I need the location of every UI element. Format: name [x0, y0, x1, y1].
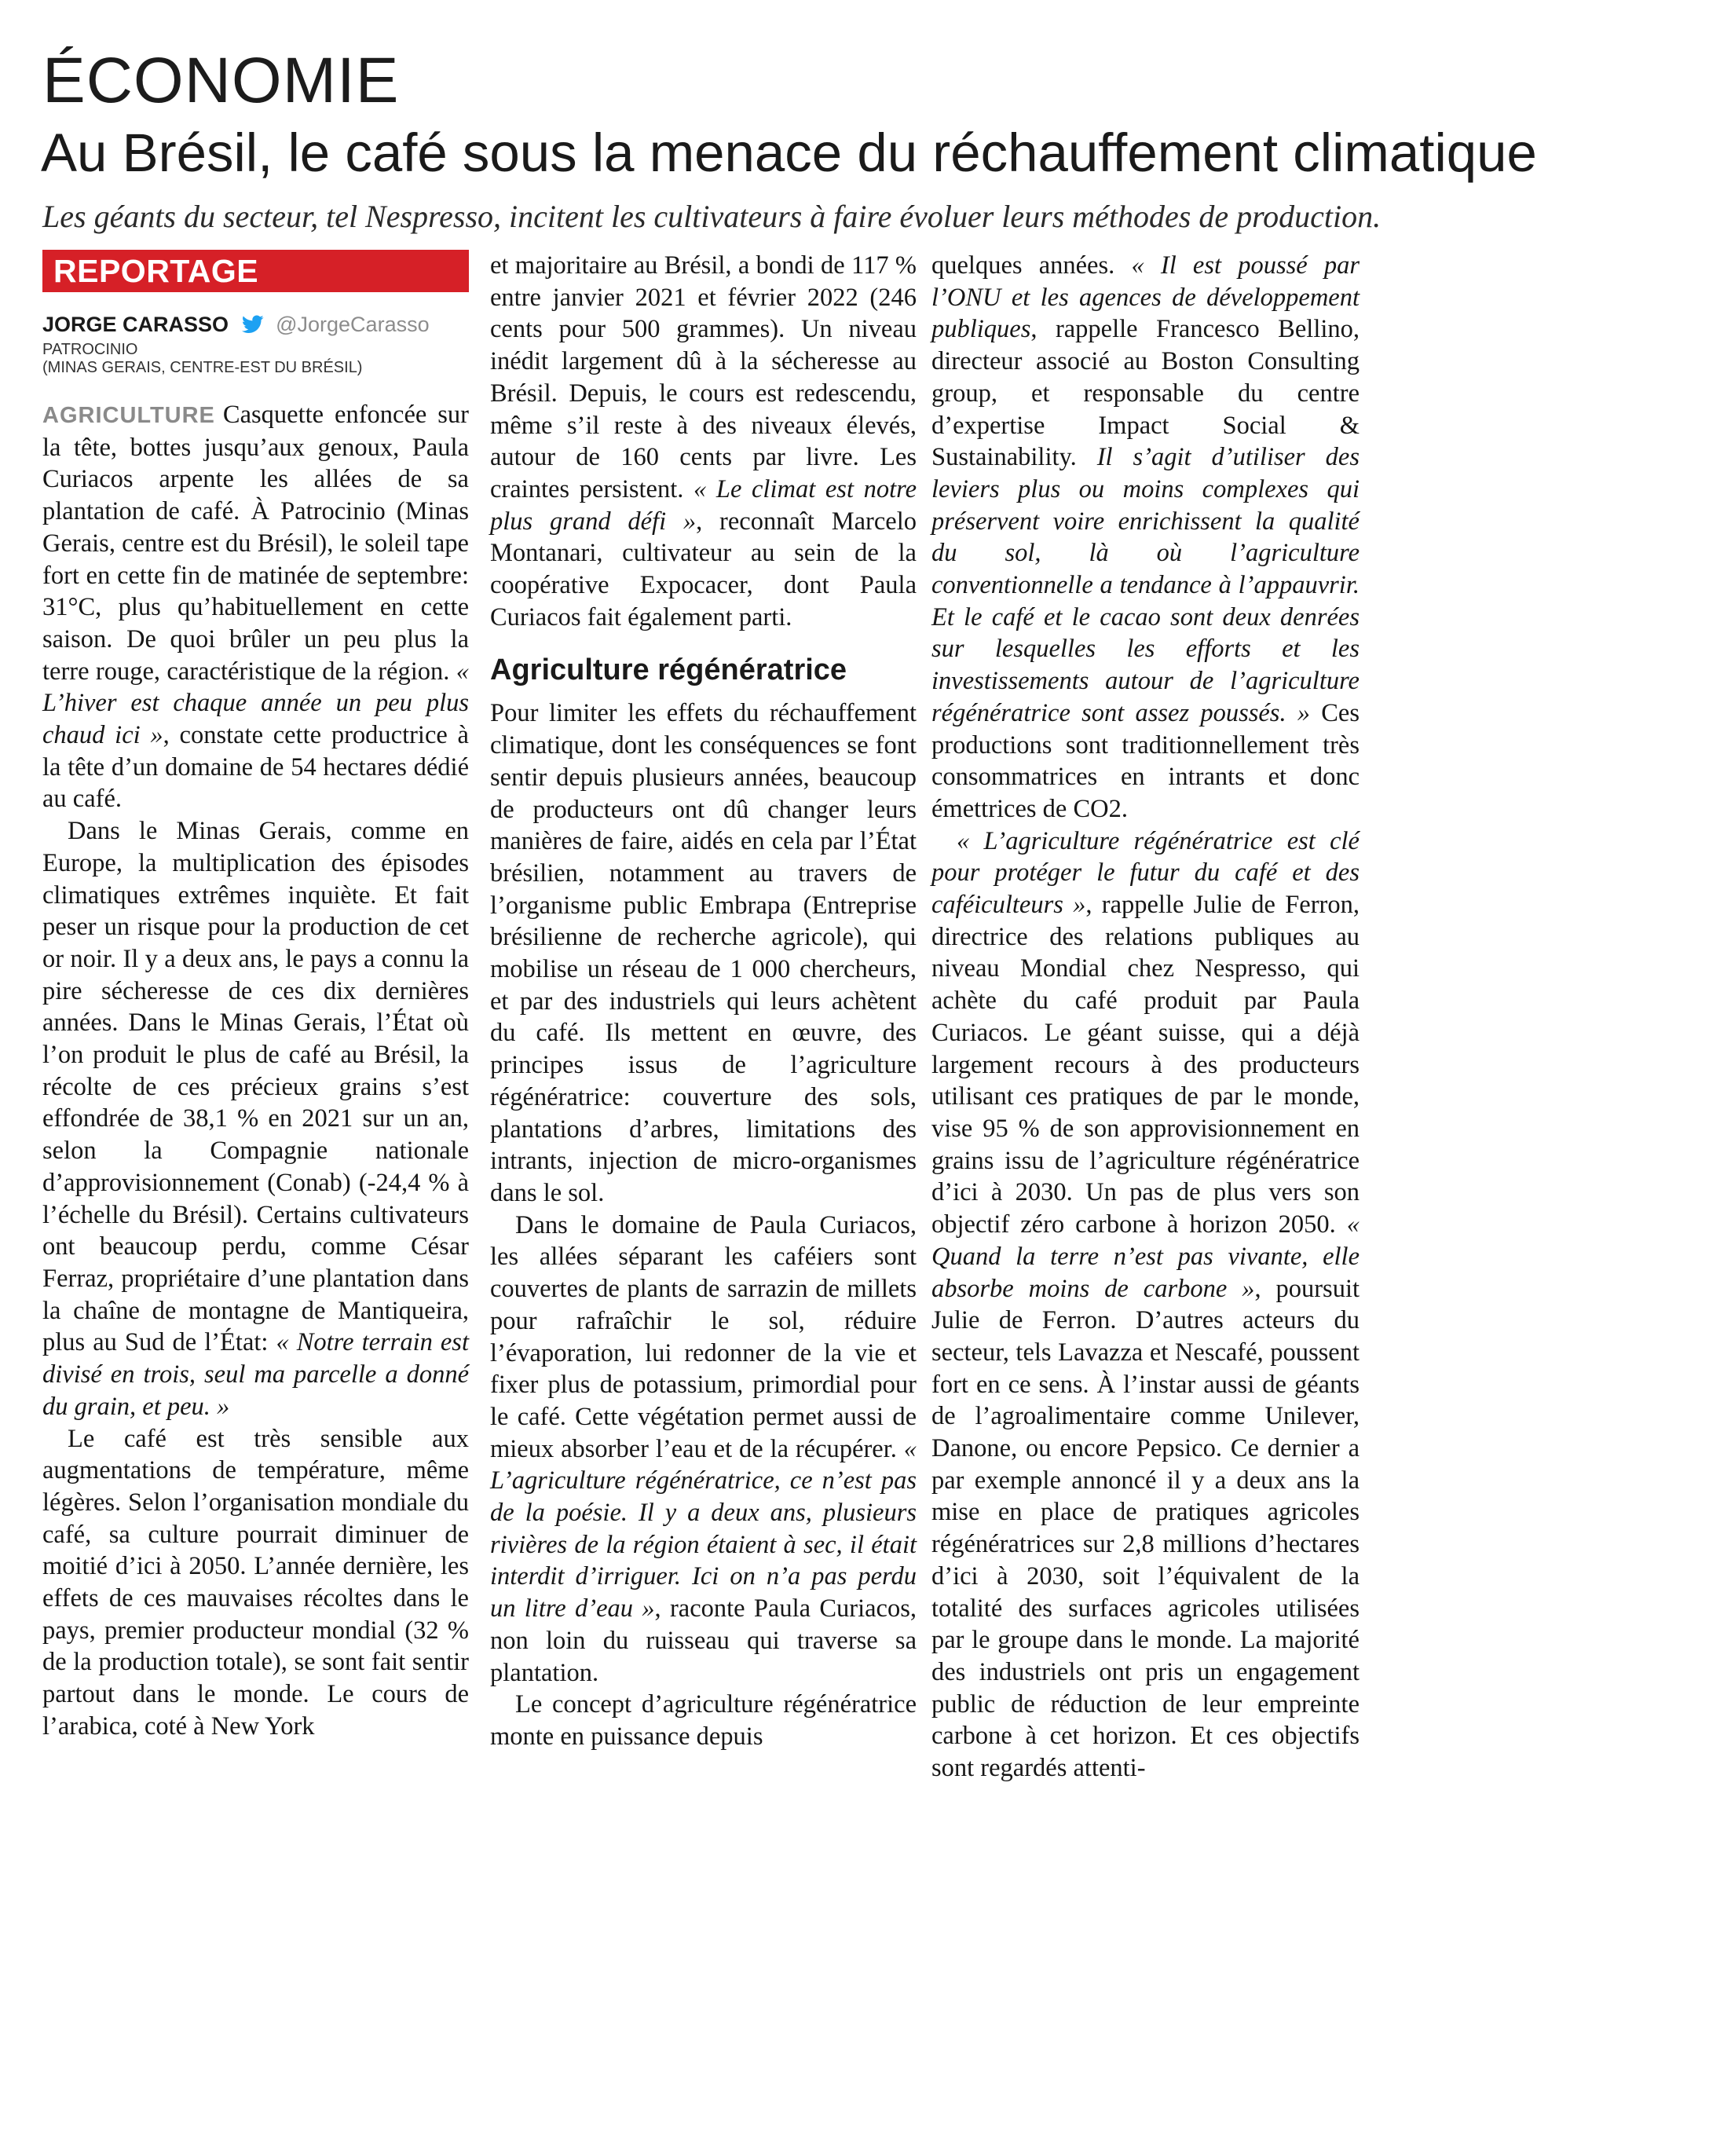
dateline-city: PATROCINIO: [42, 341, 138, 358]
quote: « Il est poussé par l’ONU et les agences de développement publiques: [931, 251, 1360, 344]
paragraph-text: et majoritaire au Brésil, a bondi de 117 % entre janvier 2021 et février 2022 (246 cents pour 500 grammes). Un niveau inédit largement dû à la sécheresse au Brésil. Depuis, le cours est redescendu, même s’il reste à des niveaux élevés, autour de 160 cents par livre. Les craintes persistent.: [490, 251, 917, 503]
author-name: JORGE CARASSO: [42, 313, 229, 336]
quote: Il s’agit d’utiliser des leviers plus ou moins complexes qui préservent voire enrichissent la qualité du sol, là où l’agriculture conventionnelle a tendance à l’appauvrir. Et le café et le cacao sont deux denrées sur lesquelles les efforts et les investissements autour de l’agriculture régénératrice sont assez poussés. »: [931, 443, 1360, 727]
paragraph: [490, 250, 917, 633]
standfirst: Les géants du secteur, tel Nespresso, incitent les cultivateurs à faire évoluer leurs méthodes de production.: [42, 199, 1381, 234]
paragraph-text: Casquette enfoncée sur la tête, bottes jusqu’aux genoux, Paula Curiacos arpente les allées de sa plantation de café. À Patrocinio (Minas Gerais, centre est du Brésil), le soleil tape fort en cette fin de matinée de septembre: 31°C, plus qu’habituellement en cette saison. De quoi brûler un peu plus la terre rouge, caractéristique de la région.: [42, 401, 469, 686]
byline: [42, 309, 469, 338]
paragraph: [42, 399, 469, 815]
quote: « Notre terrain est divisé en trois, seul ma parcelle a donné du grain, et peu. »: [42, 1328, 469, 1421]
paragraph: Le café est très sensible aux augmentations de température, même légères. Selon l’organisation mondiale du café, sa culture pourrait diminuer de moitié d’ici à 2050. L’année dernière, les effets de ces mauvaises récoltes dans le pays, premier producteur mondial (32 % de la production totale), se sont fait sentir partout dans le monde. Le cours de l’arabica, coté à New York: [42, 1424, 469, 1741]
paragraph: Le concept d’agriculture régénératrice monte en puissance depuis: [490, 1690, 917, 1751]
headline: Au Brésil, le café sous la menace du réchauffement climatique: [41, 123, 1537, 183]
paragraph: [931, 250, 1360, 825]
paragraph-text: , poursuit Julie de Ferron. D’autres acteurs du secteur, tels Lavazza et Nescafé, poussent fort en ce sens. À l’instar aussi de géants de l’agroalimentaire comme Unilever, Danone, ou encore Pepsico. Ce dernier a par exemple annoncé il y a deux ans la mise en place de pratiques agricoles régénératrices sur 2,8 millions d’hectares d’ici à 2030, soit l’équivalent de la totalité des surfaces agricoles utilisées par le groupe dans le monde. La majorité des industriels ont pris un engagement public de réduction de leur empreinte carbone à cet horizon. Et ces objectifs sont regardés attenti-: [931, 1274, 1360, 1783]
paragraph-text: Dans le Minas Gerais, comme en Europe, la multiplication des épisodes climatiques extrêmes inquiète. Et fait peser un risque pour la production de cet or noir. Il y a deux ans, le pays a connu la pire sécheresse de ces dix dernières années. Dans le Minas Gerais, l’État où l’on produit le plus de café au Brésil, la récolte de ces précieux grains s’est effondrée de 38,1 % en 2021 sur un an, selon la Compagnie nationale d’approvisionnement (Conab) (-24,4 % à l’échelle du Brésil). Certains cultivateurs ont beaucoup perdu, comme César Ferraz, propriétaire d’une plantation dans la chaîne de montagne de Mantiqueira, plus au Sud de l’État:: [42, 817, 469, 1357]
quote: « Quand la terre n’est pas vivante, elle absorbe moins de carbone »: [931, 1210, 1360, 1303]
quote: « L’agriculture régénératrice est clé pour protéger le futur du café et des caféiculteurs »: [931, 826, 1360, 920]
quote: « Le climat est notre plus grand défi »: [490, 474, 917, 536]
reportage-kicker: REPORTAGE: [42, 250, 469, 292]
paragraph-text: , rappelle Francesco Bellino, directeur associé au Boston Consulting group, et responsable du centre d’expertise Impact Social & Sustainability.: [931, 315, 1360, 472]
paragraph: [42, 815, 469, 1422]
article-column-3: [931, 250, 1360, 1784]
quote: « L’hiver est chaque année un peu plus chaud ici »: [42, 657, 469, 750]
article-column-1: [42, 250, 469, 1743]
quote: « L’agriculture régénératrice, ce n’est pas de la poésie. Il y a deux ans, plusieurs rivières de la région étaient à sec, il était interdit d’irriguer. Ici on n’a pas perdu un litre d’eau »: [490, 1434, 917, 1623]
paragraph-text: quelques années.: [931, 251, 1132, 280]
dateline-region: (MINAS GERAIS, CENTRE-EST DU BRÉSIL): [42, 359, 363, 376]
paragraph: [931, 825, 1360, 1784]
paragraph-text: , raconte Paula Curiacos, non loin du ruisseau qui traverse sa plantation.: [490, 1594, 917, 1687]
article-column-2: [490, 250, 917, 1753]
paragraph-text: , reconnaît Marcelo Montanari, cultivateur au sein de la coopérative Expocacer, dont Paula Curiacos fait également parti.: [490, 507, 917, 631]
lead-tag: AGRICULTURE: [42, 403, 215, 428]
subheading: Agriculture régénératrice: [490, 653, 847, 687]
paragraph-text: , rappelle Julie de Ferron, directrice des relations publiques au niveau Mondial chez Nespresso, qui achète du café produit par Paula Curiacos. Le géant suisse, qui a déjà largement recours à des producteurs utilisant ces pratiques de par le monde, vise 95 % de son approvisionnement en grains issu de l’agriculture régénératrice d’ici à 2030. Un pas de plus vers son objectif zéro carbone à horizon 2050.: [931, 891, 1360, 1239]
author-handle: @JorgeCarasso: [276, 313, 430, 336]
paragraph: Pour limiter les effets du réchauffement climatique, dont les conséquences se font sentir depuis plusieurs années, beaucoup de producteurs ont dû changer leurs manières de faire, aidés en cela par l’État brésilien, notamment au travers de l’organisme public Embrapa (Entreprise brésilienne de recherche agricole), qui mobilise un réseau de 1 000 chercheurs, et par des industriels qui leurs achètent du café. Ils mettent en œuvre, des principes issus de l’agriculture régénératrice: couverture des sols, plantations d’arbres, limitations des intrants, injection de micro-organismes dans le sol.: [490, 699, 917, 1207]
paragraph-text: , constate cette productrice à la tête d’un domaine de 54 hectares dédié au café.: [42, 721, 469, 814]
paragraph: [490, 1210, 917, 1689]
paragraph-text: Dans le domaine de Paula Curiacos, les allées séparant les caféiers sont couvertes de plants de sarrazin de millets pour rafraîchir le sol, réduire l’évaporation, lui redonner de la vie et fixer plus de potassium, primordial pour le café. Cette végétation permet aussi de mieux absorber l’eau et de la récupérer.: [490, 1210, 917, 1463]
twitter-bird-icon: [242, 312, 264, 331]
dateline: [42, 341, 469, 377]
paragraph-text: Ces productions sont traditionnellement très consommatrices en intrants et donc émettrices de CO2.: [931, 698, 1360, 823]
section-title: ÉCONOMIE: [42, 45, 400, 116]
